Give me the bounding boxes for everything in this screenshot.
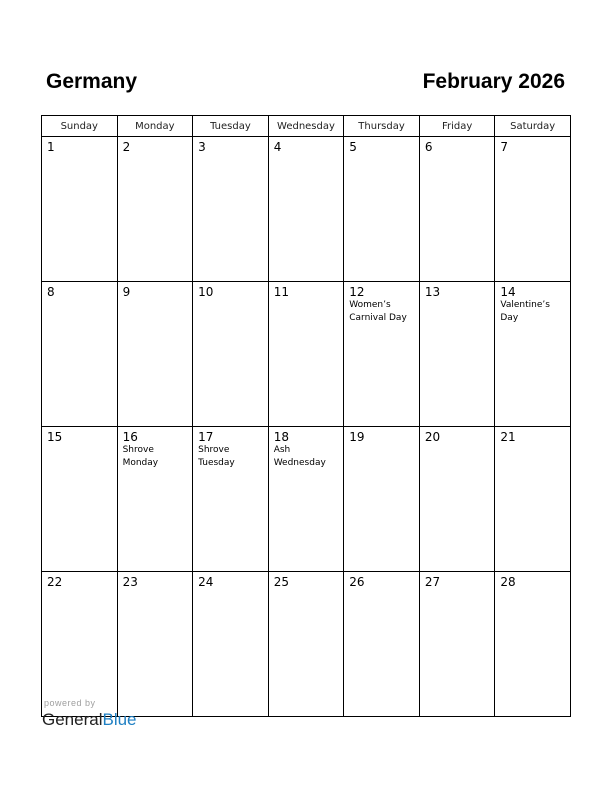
day-number: 9	[122, 285, 131, 299]
day-number: 27	[424, 575, 441, 589]
day-number: 11	[273, 285, 289, 299]
day-cell	[117, 572, 193, 717]
day-cell	[193, 137, 269, 282]
weekday-wednesday: Wednesday	[268, 116, 344, 137]
day-number: 15	[47, 430, 63, 444]
month-year-title: February 2026	[422, 70, 565, 93]
day-number: 1	[47, 140, 55, 154]
day-number: 19	[349, 430, 365, 444]
day-cell	[419, 572, 495, 717]
day-number: 16	[122, 430, 138, 444]
day-cell	[193, 572, 269, 717]
day-cell	[42, 137, 118, 282]
day-number: 3	[198, 140, 206, 154]
powered-by-text: powered by	[44, 698, 96, 708]
weekday-tuesday: Tuesday	[193, 116, 269, 137]
day-number: 8	[47, 285, 55, 299]
holiday-label: Shrove Monday	[122, 445, 159, 468]
day-cell	[268, 427, 344, 572]
day-number: 10	[198, 285, 214, 299]
day-number: 14	[500, 285, 516, 299]
day-number: 6	[424, 140, 433, 154]
day-cell	[42, 572, 118, 717]
day-cell	[495, 282, 571, 427]
day-cell	[193, 427, 269, 572]
day-number: 2	[122, 140, 131, 154]
day-cell	[495, 137, 571, 282]
day-number: 5	[349, 140, 357, 154]
day-cell	[268, 137, 344, 282]
week-row	[42, 137, 571, 282]
day-number: 13	[424, 285, 441, 299]
day-cell	[344, 427, 420, 572]
country-title: Germany	[46, 70, 138, 93]
brand-blue: Blue	[102, 710, 137, 729]
week-row	[42, 572, 571, 717]
day-cell	[42, 282, 118, 427]
calendar-grid	[41, 115, 571, 717]
holiday-label: Valentine’s Day	[500, 300, 550, 323]
day-cell	[117, 427, 193, 572]
day-cell	[495, 572, 571, 717]
holiday-label: Ash Wednesday	[273, 445, 326, 468]
day-number: 7	[500, 140, 509, 154]
day-number: 4	[273, 140, 282, 154]
weekday-thursday: Thursday	[344, 116, 420, 137]
weekday-monday: Monday	[117, 116, 193, 137]
day-number: 12	[349, 285, 365, 299]
day-number: 26	[349, 575, 365, 589]
week-row	[42, 427, 571, 572]
day-number: 25	[273, 575, 289, 589]
holiday-label: Shrove Tuesday	[198, 445, 235, 468]
day-cell	[495, 427, 571, 572]
day-cell	[344, 282, 420, 427]
day-cell	[42, 427, 118, 572]
weekday-saturday: Saturday	[495, 116, 571, 137]
day-number: 17	[198, 430, 214, 444]
day-cell	[117, 282, 193, 427]
week-row	[42, 282, 571, 427]
day-number: 20	[424, 430, 441, 444]
day-number: 28	[500, 575, 516, 589]
day-cell	[419, 282, 495, 427]
day-number: 23	[122, 575, 138, 589]
day-number: 22	[47, 575, 63, 589]
weekday-friday: Friday	[419, 116, 495, 137]
day-cell	[419, 427, 495, 572]
day-cell	[193, 282, 269, 427]
generalblue-logo[interactable]	[42, 710, 137, 730]
weekday-sunday: Sunday	[42, 116, 118, 137]
day-cell	[268, 572, 344, 717]
weekday-header-row	[42, 116, 571, 137]
day-number: 24	[198, 575, 214, 589]
day-cell	[419, 137, 495, 282]
day-cell	[344, 137, 420, 282]
holiday-label: Women’s Carnival Day	[349, 300, 407, 323]
day-cell	[117, 137, 193, 282]
brand-general: General	[42, 710, 103, 729]
day-number: 21	[500, 430, 516, 444]
day-number: 18	[273, 430, 289, 444]
day-cell	[344, 572, 420, 717]
day-cell	[268, 282, 344, 427]
